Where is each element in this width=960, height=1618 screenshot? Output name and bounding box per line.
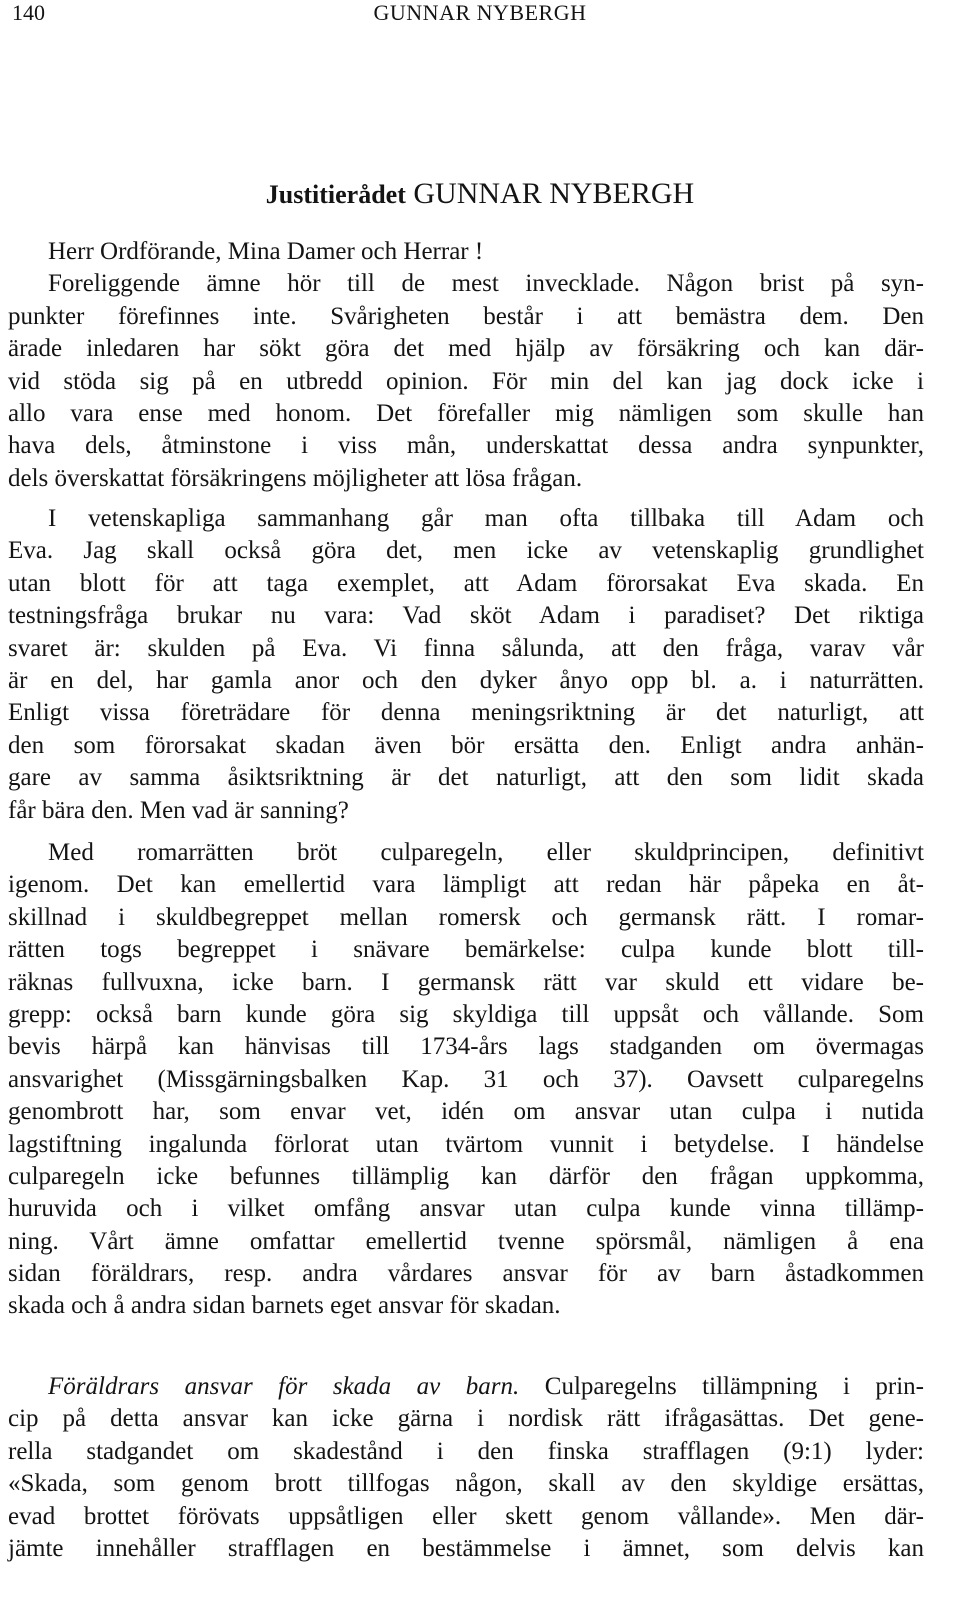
text-line: vid stöda sig på en utbredd opinion. För min del kan jag dock icke i	[8, 367, 924, 395]
text-line-content: Culparegelns tillämpning i prin-	[519, 1373, 924, 1400]
text-line: dels överskattat försäkringens möjligheter att lösa frågan.	[8, 464, 583, 492]
text-line: bevis härpå kan hänvisas till 1734-års lags stadganden om övermagas	[8, 1033, 924, 1061]
text-line: lagstiftning ingalunda förlorat utan tvärtom vunnit i betydelse. I händelse	[8, 1130, 924, 1158]
text-line: genombrott har, som envar vet, idén om ansvar utan culpa i nutida	[8, 1098, 924, 1126]
text-line: den som förorsakat skadan även bör ersätta den. Enligt andra anhän-	[8, 731, 924, 759]
text-line: Enligt vissa företrädare för denna meningsriktning är det naturligt, att	[8, 699, 924, 727]
text-line: testningsfråga brukar nu vara: Vad sköt Adam i paradiset? Det riktiga	[8, 602, 924, 630]
text-line: får bära den. Men vad är sanning?	[8, 796, 349, 824]
text-line: ärade inledaren har sökt göra det med hjälp av försäkring och kan där-	[8, 335, 924, 363]
text-line: Herr Ordförande, Mina Damer och Herrar !	[48, 238, 484, 265]
text-line: skada och å andra sidan barnets eget ansvar för skadan.	[8, 1292, 561, 1320]
text-line: rella stadgandet om skadestånd i den finska strafflagen (9:1) lyder:	[8, 1437, 924, 1465]
text-line: evad brottet förövats uppsåtligen eller skett genom vållande». Men där-	[8, 1502, 924, 1530]
text-line: huruvida och i vilket omfång ansvar utan culpa kunde vinna tillämp-	[8, 1195, 924, 1223]
text-line: sidan föräldrars, resp. andra vårdares ansvar för av barn åstadkommen	[8, 1260, 924, 1288]
text-line: gare av samma åsiktsriktning är det naturligt, att den som lidit skada	[8, 764, 924, 792]
text-line: allo vara ense med honom. Det förefaller mig nämligen som skulle han	[8, 399, 924, 427]
speaker-name: GUNNAR NYBERGH	[413, 177, 695, 210]
paragraph-roman-law	[8, 837, 924, 1323]
text-line: punkter förefinnes inte. Svårigheten består i att bemästra dem. Den	[8, 302, 924, 330]
text-line: «Skada, som genom brott tillfogas någon, skall av den skyldige ersättas,	[8, 1470, 924, 1498]
text-line: Eva. Jag skall också göra det, men icke av vetenskaplig grundlighet	[8, 537, 924, 565]
speaker-heading	[0, 176, 960, 213]
text-line	[8, 1371, 924, 1403]
text-line: grepp: också barn kunde göra sig skyldiga till uppsåt och vållande. Som	[8, 1000, 924, 1028]
text-line: jämte innehåller strafflagen en bestämmelse i ämnet, som delvis kan	[8, 1534, 924, 1562]
text-line: utan blott för att taga exemplet, att Adam förorsakat Eva skada. En	[8, 569, 924, 597]
text-line: Med romarrätten bröt culparegeln, eller skuldprincipen, definitivt	[48, 839, 924, 866]
text-line: ansvarighet (Missgärningsbalken Kap. 31 och 37). Oavsett culparegelns	[8, 1065, 924, 1093]
section-lead-in: Föräldrars ansvar för skada av barn.	[48, 1373, 520, 1400]
text-line: hava dels, åtminstone i viss mån, underskattat dessa andra synpunkter,	[8, 432, 924, 460]
paragraph-opening	[8, 236, 924, 495]
text-line: svaret är: skulden på Eva. Vi finna sålunda, att den fråga, varav vår	[8, 634, 924, 662]
speaker-title-prefix: Justitierådet	[265, 180, 406, 209]
page-number: 140	[12, 0, 45, 25]
text-line: ning. Vårt ämne omfattar emellertid tvenne spörsmål, nämligen å ena	[8, 1227, 924, 1255]
text-line: culparegeln icke befunnes tillämplig kan därför den frågan uppkomma,	[8, 1162, 924, 1190]
text-line: igenom. Det kan emellertid vara lämpligt att redan här påpeka en åt-	[8, 871, 924, 899]
text-line: I vetenskapliga sammanhang går man ofta tillbaka till Adam och	[48, 505, 924, 532]
running-title: GUNNAR NYBERGH	[373, 0, 587, 25]
paragraph-parents-liability	[8, 1371, 924, 1565]
text-line: cip på detta ansvar kan icke gärna i nordisk rätt ifrågasättas. Det gene-	[8, 1405, 924, 1433]
text-line: skillnad i skuldbegreppet mellan romersk och germansk rätt. I romar-	[8, 903, 924, 931]
text-line: Foreliggende ämne hör till de mest invecklade. Någon brist på syn-	[48, 270, 924, 298]
paragraph-adam-and-eva	[8, 503, 924, 827]
text-line: rätten togs begreppet i snävare bemärkelse: culpa kunde blott till-	[8, 936, 924, 964]
text-line: är en del, har gamla anor och den dyker ånyo opp bl. a. i naturrätten.	[8, 666, 924, 694]
text-line: räknas fullvuxna, icke barn. I germansk rätt var skuld ett vidare be-	[8, 968, 924, 996]
running-head	[12, 0, 948, 26]
